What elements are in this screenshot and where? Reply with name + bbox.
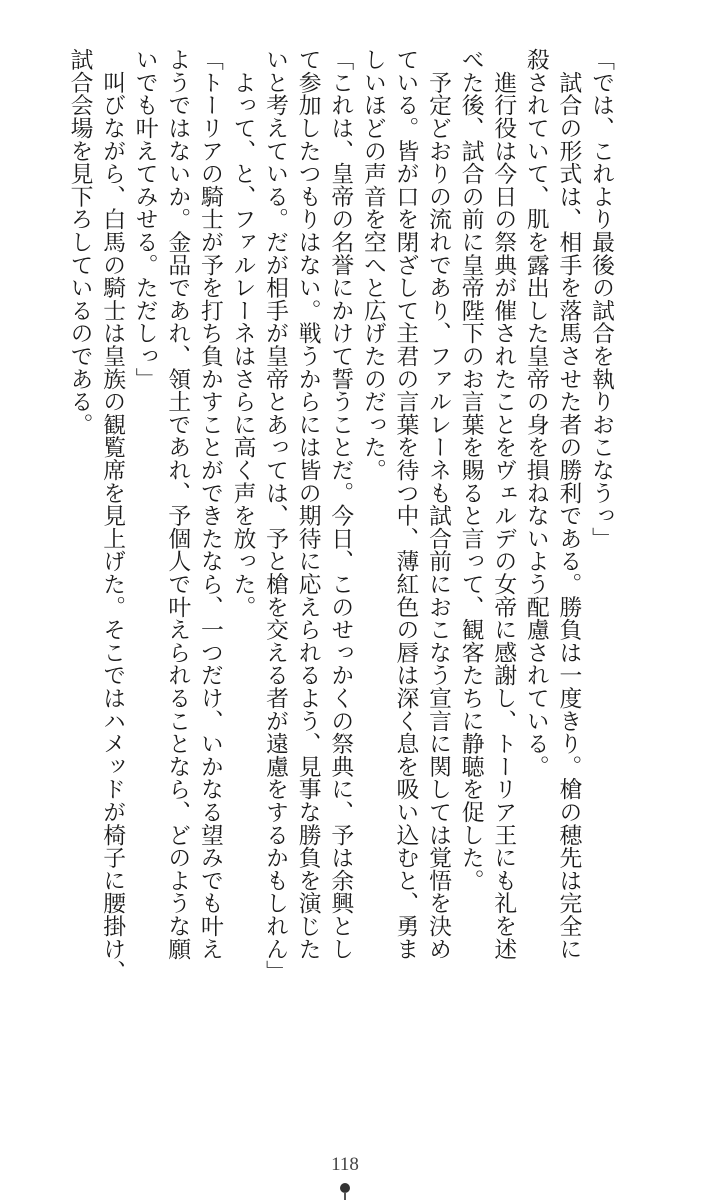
text-line: 叫びながら、白馬の騎士は皇族の観覧席を見上げた。そこではハメッドが椅子に腰掛け、 — [99, 48, 126, 983]
text-line: 予定どおりの流れであり、ファルレーネも試合前におこなう宣言に関しては覚悟を決め — [425, 48, 452, 960]
text-line: 「これは、皇帝の名誉にかけて誓うことだ。今日、このせっかくの祭典に、予は余興とし — [327, 48, 354, 960]
body-text — [63, 48, 617, 983]
text-line: て参加したつもりはない。戦うからには皆の期待に応えられるよう、見事な勝負を演じた — [294, 48, 321, 960]
text-line: 「では、これより最後の試合を執りおこなうっ」 — [588, 48, 614, 550]
text-line: ている。皆が口を閉ざして主君の言葉を待つ中、薄紅色の唇は深く息を吸い込むと、勇ま — [392, 48, 419, 960]
text-line: 「トーリアの騎士が予を打ち負かすことができたなら、一つだけ、いかなる望みでも叶え — [196, 48, 223, 960]
text-line: 試合の形式は、相手を落馬させた者の勝利である。勝負は一度きり。槍の穂先は完全に — [555, 48, 582, 960]
text-line: いと考えている。だが相手が皇帝とあっては、予と槍を交える者が遠慮をするかもしれん」 — [262, 48, 289, 983]
text-line: しいほどの声音を空へと広げたのだった。 — [359, 48, 386, 482]
text-line: 進行役は今日の祭典が催されたことをヴェルデの女帝に感謝し、トーリア王にも礼を述 — [490, 48, 517, 960]
page-number: 118 — [331, 1154, 359, 1175]
page-marker-line — [344, 1192, 346, 1200]
text-line: よって、と、ファルレーネはさらに高く声を放った。 — [229, 48, 256, 618]
text-line: ようではないか。金品であれ、領土であれ、予個人で叶えられることなら、どのような願 — [164, 48, 191, 960]
text-line: いでも叶えてみせる。ただしっ」 — [131, 48, 158, 390]
text-line: べた後、試合の前に皇帝陛下のお言葉を賜ると言って、観客たちに静聴を促した。 — [457, 48, 484, 892]
text-line: 殺されていて、肌を露出した皇帝の身を損ねないよう配慮されている。 — [522, 48, 549, 778]
text-line: 試合会場を見下ろしているのである。 — [66, 48, 93, 436]
